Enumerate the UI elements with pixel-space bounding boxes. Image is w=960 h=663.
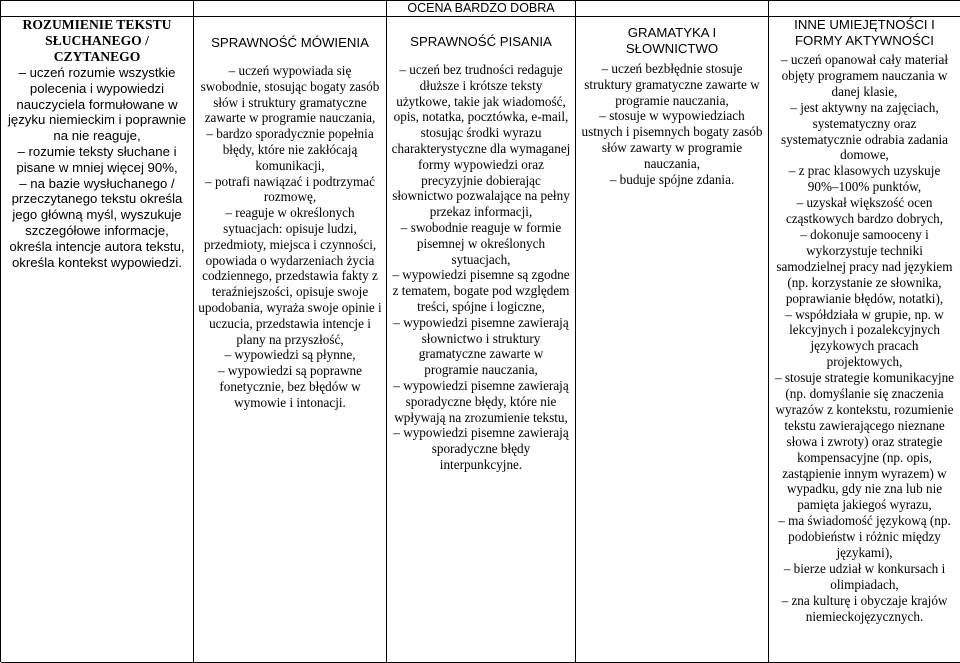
header-cell-empty-1	[1, 1, 194, 17]
column-text: – uczeń rozumie wszystkie polecenia i wypowiedzi nauczyciela formułowane w języku niemieckim i poprawnie na nie reaguje, – rozumie teksty słuchane i pisane w mniej więcej 90%, – na bazie wysłuchanego / przeczytanego tekstu określa jego główną myśl, wyszukuje szczegółowe informacje, określa intencje autora tekstu, określa kontekst wypowiedzi.	[7, 65, 187, 270]
column-writing	[387, 17, 576, 663]
column-text: – uczeń opanował cały materiał objęty programem nauczania w danej klasie, – jest aktywny na zajęciach, systematyczny oraz systematycznie odrabia zadania domowe, – z prac klasowych uzyskuje 90%–100% punktów, – uzyskał większość ocen cząstkowych bardzo dobrych, – dokonuje samooceny i wykorzystuje techniki samodzielnej pracy nad językiem (np. korzystanie ze słownika, poprawianie błędów, notatki), – współdziała w grupie, np. w lekcyjnych i pozalekcyjnych językowych pracach projektowych, – stosuje strategie komunikacyjne (np. domyślanie się znaczenia wyrazów z kontekstu, rozumienie tekstu zawierającego nieznane słowa i zwroty) oraz strategie kompensacyjne (np. opis, zastąpienie innym wyrazem) w wypadku, gdy nie zna lub nie pamięta jakiegoś wyrazu, – ma świadomość językową (np. podobieństw i różnic między językami), – bierze udział w konkursach i olimpiadach, – zna kulturę i obyczaje krajów niemieckojęzycznych.	[774, 52, 955, 624]
column-grammar-vocabulary	[576, 17, 769, 663]
column-other-skills	[769, 17, 960, 663]
column-listening-reading	[1, 17, 194, 663]
column-text: – uczeń bez trudności redaguje dłuższe i krótsze teksty użytkowe, takie jak wiadomość, opis, notatka, pocztówka, e-mail, stosując środki wyrazu charakterystyczne dla wymaganej formy wypowiedzi oraz precyzyjnie dobierając słownictwo pozwalające na pełny przekaz informacji, – swobodnie reaguje w formie pisemnej w określonych sytuacjach, – wypowiedzi pisemne są zgodne z tematem, bogate pod względem treści, spójne i logiczne, – wypowiedzi pisemne zawierają słownictwo i struktury gramatyczne zawarte w programie nauczania, – wypowiedzi pisemne zawierają sporadyczne błędy, które nie wpływają na zrozumienie tekstu, – wypowiedzi pisemne zawierają sporadyczne błędy interpunkcyjne.	[391, 62, 571, 472]
column-heading: SPRAWNOŚĆ PISANIA	[410, 34, 552, 49]
column-heading: INNE UMIEJĘTNOŚCI I FORMY AKTYWNOŚCI	[794, 17, 935, 48]
grade-title: OCENA BARDZO DOBRA	[387, 1, 576, 17]
header-cell-empty-5	[769, 1, 960, 17]
column-heading: GRAMATYKA I SŁOWNICTWO	[625, 25, 719, 56]
column-text: – uczeń bezbłędnie stosuje struktury gramatyczne zawarte w programie nauczania, – stosuje w wypowiedziach ustnych i pisemnych bogaty zasób słów zawarty w programie nauczania, – buduje spójne zdania.	[581, 61, 763, 187]
column-text: – uczeń wypowiada się swobodnie, stosując bogaty zasób słów i struktury gramatyczne zawarte w programie nauczania, – bardzo sporadycznie popełnia błędy, które nie zakłócają komunikacji, – potrafi nawiązać i podtrzymać rozmowę, – reaguje w określonych sytuacjach: opisuje ludzi, przedmioty, miejsca i czynności, opowiada o wydarzeniach życia codziennego, przedstawia fakty z teraźniejszości, opisuje swoje upodobania, wyraża swoje opinie i uczucia, przedstawia intencje i plany na przyszłość, – wypowiedzi są płynne, – wypowiedzi są poprawne fonetycznie, bez błędów w wymowie i intonacji.	[198, 63, 382, 410]
header-cell-empty-2	[194, 1, 387, 17]
column-heading: SPRAWNOŚĆ MÓWIENIA	[211, 35, 369, 50]
header-cell-empty-4	[576, 1, 769, 17]
column-speaking	[194, 17, 387, 663]
column-heading: ROZUMIENIE TEKSTU SŁUCHANEGO / CZYTANEGO	[22, 17, 172, 64]
